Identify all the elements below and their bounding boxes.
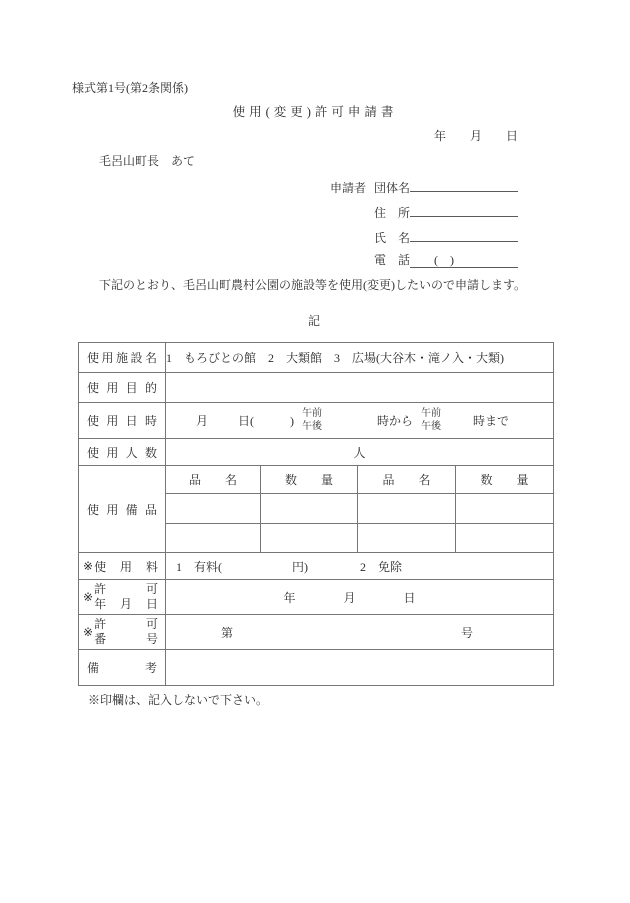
date-line: 年 月 日	[433, 129, 518, 143]
fee-yen: 円)	[292, 559, 308, 574]
addressee-line: 毛呂山町長 あて	[99, 154, 196, 168]
organization-name-label: 団体名	[374, 181, 411, 195]
form-code: 様式第1号(第2条関係)	[72, 81, 188, 95]
equipment-blank-cell	[456, 524, 554, 553]
datetime-ampm-start	[302, 408, 322, 433]
equipment-blank-cell	[166, 494, 261, 524]
row-people	[79, 439, 554, 466]
row-fee	[79, 553, 554, 580]
row-datetime	[79, 403, 554, 439]
equipment-blank-cell	[456, 494, 554, 524]
datetime-label: 使 用 日 時	[87, 414, 157, 428]
footer-note: ※印欄は、記入しないで下さい。	[88, 693, 269, 707]
form-title: 使用(変更)許可申請書	[232, 105, 398, 119]
datetime-until: 時まで	[473, 414, 510, 428]
fee-label: 使 用 料	[94, 559, 158, 574]
permit-date-label-line2: 年 月 日	[94, 597, 158, 611]
datetime-value-cell	[166, 403, 554, 439]
applicant-row-organization	[330, 176, 518, 201]
permit-number-label-line2: 番 号	[94, 632, 158, 646]
equipment-label: 使 用 備 品	[87, 502, 157, 517]
permit-number-value-cell	[166, 615, 554, 650]
facility-label-cell	[79, 343, 166, 373]
asterisk-mark: ※	[83, 589, 94, 604]
applicant-row-phone	[330, 251, 518, 276]
people-label-cell	[79, 439, 166, 466]
remarks-label: 備 考	[87, 661, 157, 675]
datetime-month: 月	[196, 414, 209, 428]
applicant-row-address	[330, 201, 518, 226]
address-label: 住 所	[374, 206, 411, 220]
section-mark: 記	[307, 314, 322, 328]
datetime-day: 日( )	[238, 414, 295, 428]
fee-option-paid: 1 有料(	[176, 559, 222, 574]
row-permit-date	[79, 580, 554, 615]
permit-number-label-cell	[79, 615, 166, 650]
asterisk-mark: ※	[83, 624, 94, 639]
equipment-blank-cell	[358, 494, 456, 524]
am-label: 午前	[421, 408, 442, 419]
fee-value-cell	[166, 553, 554, 580]
equipment-col-header: 品 名	[358, 466, 456, 494]
permit-day: 日	[403, 590, 416, 605]
application-table	[78, 342, 554, 686]
permit-date-label-line1: 許 可	[94, 582, 158, 596]
remarks-blank-cell	[166, 650, 554, 686]
applicant-prefix: 申請者	[330, 181, 367, 195]
equipment-label-cell	[79, 466, 166, 553]
remarks-label-cell	[79, 650, 166, 686]
row-permit-number	[79, 615, 554, 650]
datetime-ampm-end	[421, 408, 441, 433]
equipment-col-header: 数 量	[456, 466, 554, 494]
row-remarks	[79, 650, 554, 686]
permit-date-label-cell	[79, 580, 166, 615]
datetime-label-cell	[79, 403, 166, 439]
equipment-blank-cell	[261, 524, 358, 553]
permit-number-label-line1: 許 可	[94, 617, 158, 631]
phone-label: 電 話	[374, 253, 411, 267]
datetime-from: 時から	[377, 414, 414, 428]
phone-underline: ( )	[410, 252, 518, 268]
equipment-blank-cell	[261, 494, 358, 524]
facility-options: 1 もろびとの館 2 大類館 3 広場(大谷木・滝ノ入・大類)	[166, 343, 554, 373]
pm-label: 午後	[302, 420, 323, 432]
applicant-row-name	[330, 226, 518, 251]
purpose-label: 使 用 目 的	[87, 381, 157, 395]
facility-label: 使 用 施 設 名	[87, 351, 157, 365]
fee-option-exempt: 2 免除	[360, 559, 403, 574]
organization-name-underline	[410, 176, 518, 192]
pm-label: 午後	[421, 420, 442, 432]
permit-number-gou: 号	[460, 625, 473, 640]
name-label: 氏 名	[374, 231, 411, 245]
purpose-blank-cell	[166, 373, 554, 403]
asterisk-mark: ※	[83, 558, 94, 573]
equipment-blank-cell	[358, 524, 456, 553]
permit-date-value-cell	[166, 580, 554, 615]
permit-number-dai: 第	[221, 625, 234, 640]
people-label: 使 用 人 数	[87, 445, 157, 460]
equipment-col-header: 数 量	[261, 466, 358, 494]
permit-year: 年	[283, 590, 296, 605]
purpose-label-cell	[79, 373, 166, 403]
row-facility	[79, 343, 554, 373]
name-underline	[410, 226, 518, 242]
row-equipment-header	[79, 466, 554, 494]
address-underline	[410, 201, 518, 217]
equipment-col-header: 品 名	[166, 466, 261, 494]
intro-sentence: 下記のとおり、毛呂山町農村公園の施設等を使用(変更)したいので申請します。	[99, 278, 527, 292]
fee-label-cell	[79, 553, 166, 580]
equipment-blank-cell	[166, 524, 261, 553]
applicant-block	[330, 176, 518, 276]
people-unit-cell: 人	[166, 439, 554, 466]
permit-month: 月	[343, 590, 356, 605]
am-label: 午前	[302, 408, 323, 419]
row-purpose	[79, 373, 554, 403]
